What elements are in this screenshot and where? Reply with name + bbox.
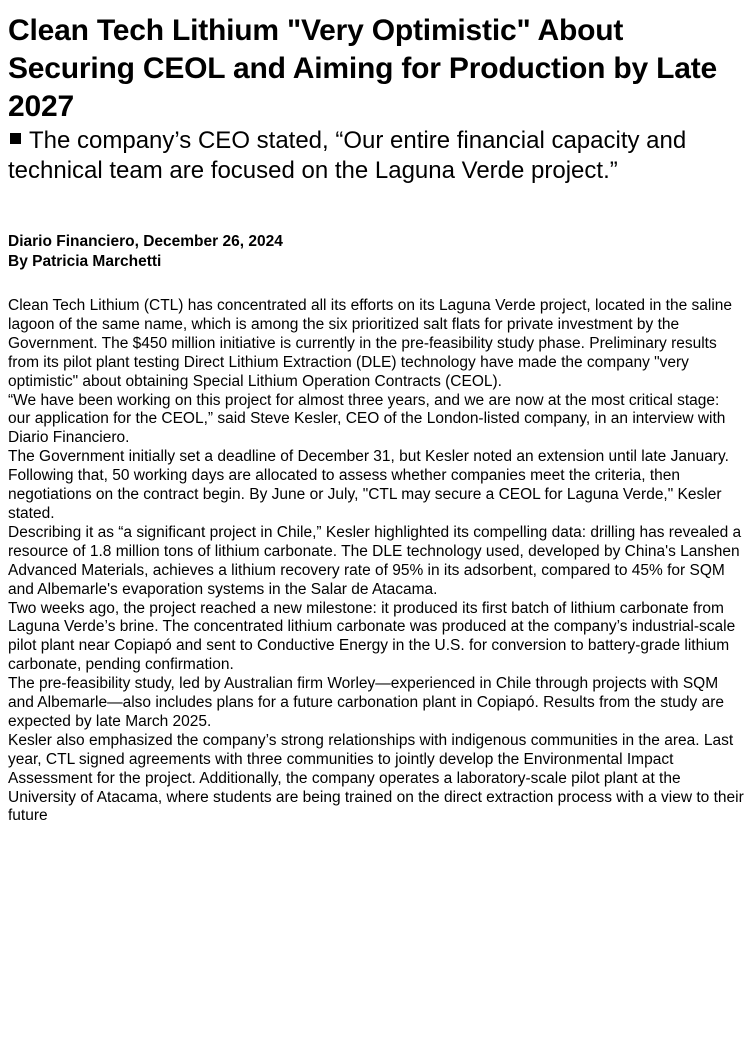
article	[8, 12, 746, 826]
article-body	[8, 297, 746, 826]
headline: Clean Tech Lithium "Very Optimistic" About Securing CEOL and Aiming for Production by Late 2027	[8, 14, 717, 123]
author: By Patricia Marchetti	[8, 253, 162, 270]
byline	[8, 232, 746, 272]
paragraph: The pre-feasibility study, led by Australian firm Worley—experienced in Chile through projects with SQM and Albemarle—also includes plans for a future carbonation plant in Copiapó. Results from the study are expected by late March 2025.	[8, 675, 724, 730]
paragraph: Describing it as “a significant project in Chile,” Kesler highlighted its compelling data: drilling has revealed a resource of 1.8 million tons of lithium carbonate. The DLE technology used, developed by China's Lanshen Advanced Materials, achieves a lithium recovery rate of 95% in its adsorbent, compared to 45% for SQM and Albemarle's evaporation systems in the Salar de Atacama.	[8, 523, 742, 598]
paragraph: Clean Tech Lithium (CTL) has concentrated all its efforts on its Laguna Verde project, located in the saline lagoon of the same name, which is among the six prioritized salt flats for private investment by the Government. The $450 million initiative is currently in the pre-feasibility study phase. Preliminary results from its pilot plant testing Direct Lithium Extraction (DLE) technology have made the company "very optimistic" about obtaining Special Lithium Operation Contracts (CEOL).	[8, 297, 733, 390]
subheadline-text: The company’s CEO stated, “Our entire financial capacity and technical team are focused on the Laguna Verde project.”	[8, 127, 687, 184]
paragraph: Kesler also emphasized the company’s strong relationships with indigenous communities in the area. Last year, CTL signed agreements with three communities to jointly develop the Environmental Impact Assessment for the project. Additionally, the company operates a laboratory-scale pilot plant at the University of Atacama, where students are being trained on the direct extraction process with a view to their future	[8, 731, 744, 825]
source-date: Diario Financiero, December 26, 2024	[8, 233, 283, 250]
paragraph: Two weeks ago, the project reached a new milestone: it produced its first batch of lithium carbonate from Laguna Verde’s brine. The concentrated lithium carbonate was produced at the company’s industrial-scale pilot plant near Copiapó and sent to Conductive Energy in the U.S. for conversion to battery-grade lithium carbonate, pending confirmation.	[8, 599, 736, 674]
paragraph: The Government initially set a deadline of December 31, but Kesler noted an extension until late January. Following that, 50 working days are allocated to assess whether companies meet the criteria, then negotiations on the contract begin. By June or July, "CTL may secure a CEOL for Laguna Verde," Kesler stated.	[8, 448, 729, 522]
subheadline	[8, 126, 746, 186]
paragraph: “We have been working on this project for almost three years, and we are now at the most critical stage: our application for the CEOL,” said Steve Kesler, CEO of the London-listed company, in an interview with Diario Financiero.	[8, 391, 726, 447]
square-bullet-icon	[10, 133, 21, 144]
